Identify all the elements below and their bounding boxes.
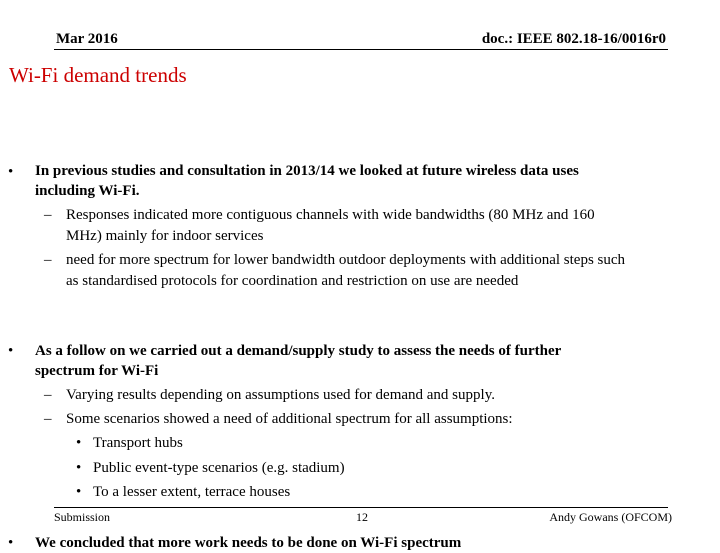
dash-marker: – (44, 252, 52, 268)
slide-title: Wi-Fi demand trends (9, 63, 187, 87)
header-date: Mar 2016 (56, 31, 118, 47)
bullet-2-sub-1: Varying results depending on assumptions used for demand and supply. (66, 387, 495, 403)
dash-marker: – (44, 207, 52, 223)
subbullet-marker: • (76, 460, 82, 476)
bullet-2-text: As a follow on we carried out a demand/supply study to assess the needs of further spectrum for Wi-Fi (35, 343, 561, 379)
bullet-marker: • (8, 343, 14, 359)
dash-marker: – (44, 387, 52, 403)
bullet-1-text: In previous studies and consultation in 2013/14 we looked at future wireless data uses including Wi-Fi. (35, 163, 579, 199)
bullet-2-subsub-3: To a lesser extent, terrace houses (93, 484, 291, 500)
dash-marker: – (44, 411, 52, 427)
bullet-marker: • (8, 535, 14, 551)
footer-submission: Submission (54, 510, 111, 524)
bullet-3-cutoff-text: We concluded that more work needs to be done on Wi-Fi spectrum (35, 535, 462, 551)
subbullet-marker: • (76, 435, 82, 451)
subbullet-marker: • (76, 484, 82, 500)
bullet-2-subsub-2: Public event-type scenarios (e.g. stadium) (93, 460, 345, 476)
bullet-2-sub-2: Some scenarios showed a need of additional spectrum for all assumptions: (66, 411, 513, 427)
bullet-1-sub-2: need for more spectrum for lower bandwidth outdoor deployments with additional steps such as standardised protocols for coordination and restriction on use are needed (66, 252, 626, 289)
bullet-1-sub-1: Responses indicated more contiguous channels with wide bandwidths (80 MHz and 160 MHz) mainly for indoor services (66, 207, 595, 244)
footer-rule (54, 507, 668, 508)
footer-author: Andy Gowans (OFCOM) (549, 510, 672, 524)
header-doc-id: doc.: IEEE 802.18-16/0016r0 (481, 31, 666, 47)
footer-page-number: 12 (356, 510, 368, 524)
header-rule (54, 49, 668, 50)
bullet-2-subsub-1: Transport hubs (93, 435, 183, 451)
bullet-marker: • (8, 164, 14, 180)
